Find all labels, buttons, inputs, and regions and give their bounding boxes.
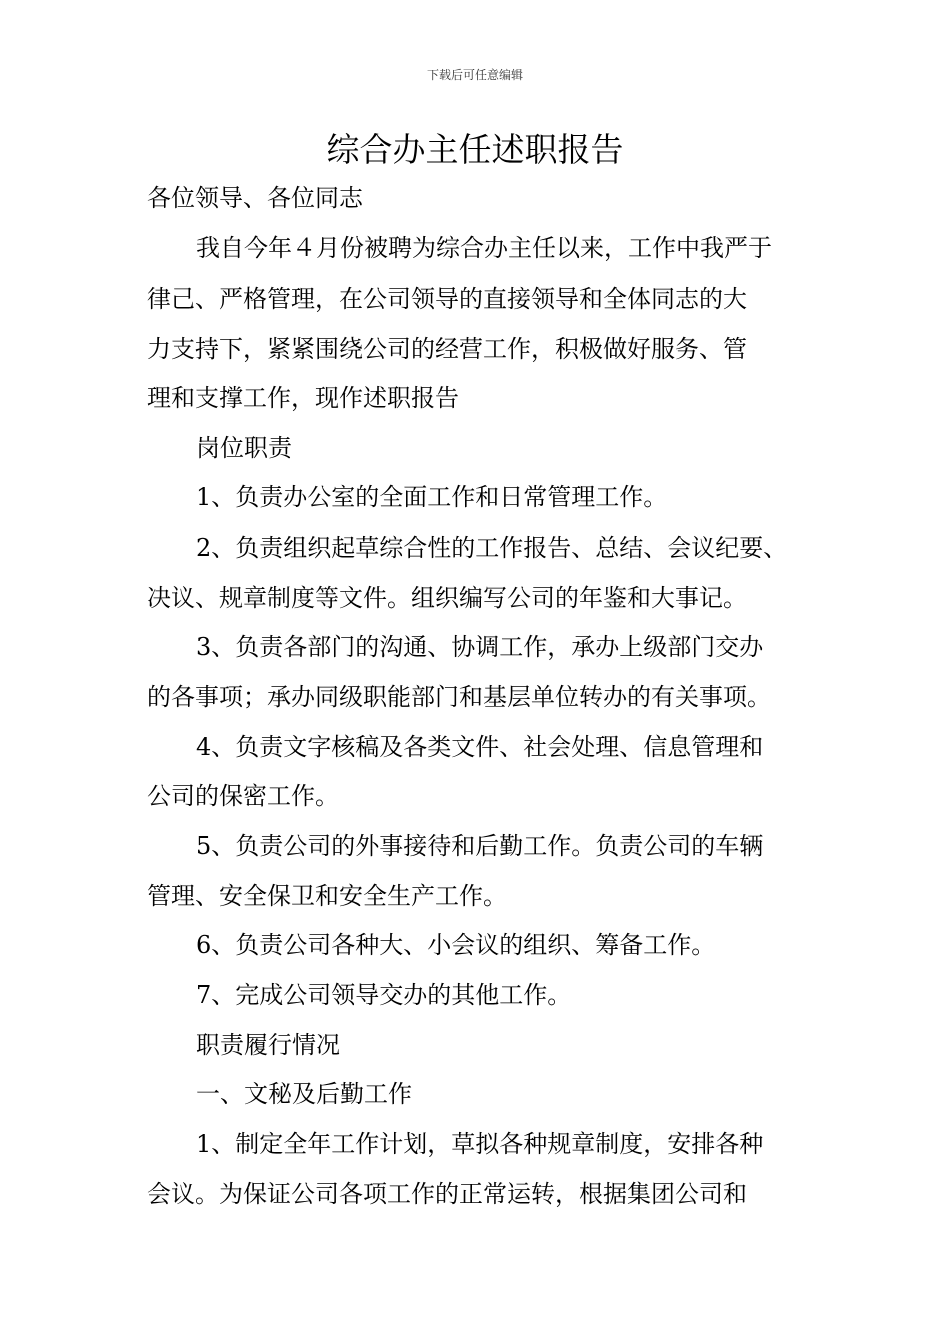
list-item: 2、负责组织起草综合性的工作报告、总结、会议纪要、 [196, 534, 788, 562]
paragraph-line: 我自今年４月份被聘为综合办主任以来，工作中我严于 [196, 234, 772, 262]
list-item: 1、制定全年工作计划，草拟各种规章制度，安排各种 [196, 1130, 764, 1158]
list-item: 7、完成公司领导交办的其他工作。 [196, 981, 572, 1009]
list-item-continuation: 决议、规章制度等文件。组织编写公司的年鉴和大事记。 [147, 584, 747, 612]
list-item: 5、负责公司的外事接待和后勤工作。负责公司的车辆 [196, 832, 764, 860]
list-item-continuation: 会议。为保证公司各项工作的正常运转，根据集团公司和 [147, 1180, 747, 1208]
list-item: 6、负责公司各种大、小会议的组织、筹备工作。 [196, 931, 716, 959]
list-item-continuation: 公司的保密工作。 [147, 782, 339, 810]
paragraph-line: 理和支撑工作，现作述职报告 [147, 384, 459, 412]
section-heading: 职责履行情况 [196, 1031, 340, 1059]
list-item-continuation: 的各事项；承办同级职能部门和基层单位转办的有关事项。 [147, 683, 771, 711]
header-note: 下载后可任意编辑 [426, 68, 523, 82]
paragraph-line: 力支持下，紧紧围绕公司的经营工作，积极做好服务、管 [147, 335, 747, 363]
list-item: 3、负责各部门的沟通、协调工作，承办上级部门交办 [196, 633, 764, 661]
list-item: 1、负责办公室的全面工作和日常管理工作。 [196, 483, 668, 511]
salutation-line: 各位领导、各位同志 [147, 184, 363, 212]
section-heading: 岗位职责 [196, 434, 292, 462]
paragraph-line: 律己、严格管理，在公司领导的直接领导和全体同志的大 [147, 285, 747, 313]
list-item: 4、负责文字核稿及各类文件、社会处理、信息管理和 [196, 733, 764, 761]
list-item-continuation: 管理、安全保卫和安全生产工作。 [147, 882, 507, 910]
subsection-heading: 一、文秘及后勤工作 [196, 1080, 412, 1108]
document-title: 综合办主任述职报告 [326, 130, 624, 169]
